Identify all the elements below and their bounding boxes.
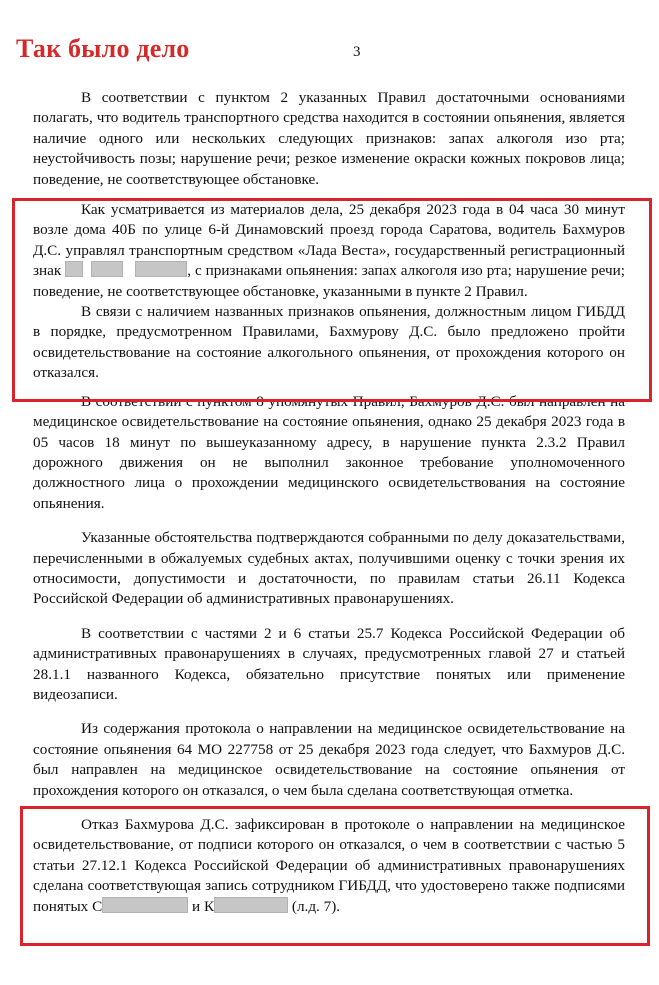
paragraph-2-text-before: Как усматривается из материалов дела, 25 декабря 2023 года в 04 часа 30 минут возле дома 40Б по улице 6-й Динамовский проезд города Саратова, водитель Бахмуров Д.С. управлял транспортным средством «Лада Веста», государственный регистрационный знак [33, 201, 625, 280]
highlight-box-top [12, 198, 652, 402]
case-file-reference: (л.д. 7). [291, 897, 341, 915]
paragraph-2-text-after: , с признаками опьянения: запах алкоголя изо рта; нарушение речи; поведение, не соответствующее обстановке, указанными в пункте 2 Правил. [33, 262, 626, 300]
paragraph-3: В связи с наличием названных признаков опьянения, должностным лицом ГИБДД в порядке, предусмотренном Правилами, Бахмурову Д.С. было предложено пройти освидетельствование на состояние алкогольного опьянения, от прохождения которого он отказался. [33, 303, 625, 382]
paragraph-1: В соответствии с пунктом 2 указанных Правил достаточными основаниями полагать, что водитель транспортного средства находится в состоянии опьянения, является наличие одного или нескольких следующих признаков: запах алкоголя изо рта; неустойчивость позы; нарушение речи; резкое изменение окраски кожных покровов лица; поведение, не соответствующее обстановке. [33, 89, 625, 188]
witness-2-initial: К [203, 897, 215, 915]
conjunction: и [192, 897, 201, 915]
stamp-label: Так было дело [16, 34, 190, 63]
page-number: 3 [353, 44, 361, 60]
paragraph-6: В соответствии с частями 2 и 6 статьи 25.7 Кодекса Российской Федерации об административных правонарушениях в случаях, предусмотренных главой 27 и статьей 28.1.1 названного Кодекса, обязательно присутствие понятых или применение видеозаписи. [33, 624, 625, 703]
witness-1-initial: С [92, 897, 103, 915]
paragraph-8-text-before: Отказ Бахмурова Д.С. зафиксирован в протоколе о направлении на медицинское освидетельствование, от подписи которого он отказался, о чем в соответствии с частью 5 статьи 27.12.1 Кодекса Российской Федерации об административных правонарушениях сделана соответствующая запись сотрудником ГИБДД, что удостоверено также подписями понятых [33, 816, 625, 915]
highlight-box-bottom [20, 806, 650, 946]
paragraph-5: Указанные обстоятельства подтверждаются собранными по делу доказательствами, перечисленными в обжалуемых судебных актах, получившими оценку с точки зрения их относимости, допустимости и достаточности, по правилам статьи 26.11 Кодекса Российской Федерации об административных правонарушениях. [33, 529, 625, 608]
paragraph-7: Из содержания протокола о направлении на медицинское освидетельствование на состояние опьянения 64 МО 227758 от 25 декабря 2023 года следует, что Бахмуров Д.С. был направлен на медицинское освидетельствование на состояние опьянения от прохождения которого он отказался, о чем была сделана соответствующая отметка. [33, 720, 625, 799]
paragraph-4: В соответствии с пунктом 8 упомянутых Правил, Бахмуров Д.С. был направлен на медицинское освидетельствование на состояние опьянения, однако 25 декабря 2023 года в 05 часов 18 минут по вышеуказанному адресу, в нарушение пункта 2.3.2 Правил дорожного движения он не выполнил законное требование уполномоченного должностного лица о прохождении медицинского освидетельствования на состояние опьянения. [33, 392, 625, 512]
